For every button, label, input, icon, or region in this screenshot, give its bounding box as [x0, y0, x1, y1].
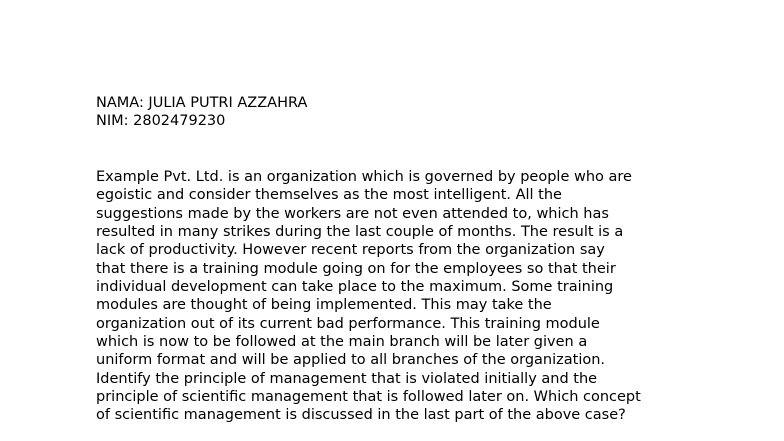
case-line: egoistic and consider themselves as the most intelligent. All the	[96, 187, 562, 204]
case-line: which is now to be followed at the main branch will be later given a	[96, 334, 588, 351]
case-paragraph	[96, 168, 641, 425]
case-line: that there is a training module going on for the employees so that their	[96, 260, 616, 277]
student-name: NAMA: JULIA PUTRI AZZAHRA	[96, 95, 308, 111]
case-line: resulted in many strikes during the last couple of months. The result is a	[96, 224, 624, 241]
student-info	[96, 94, 307, 130]
case-line: modules are thought of being implemented. This may take the	[96, 297, 552, 314]
case-line: of scientific management is discussed in the last part of the above case?	[96, 407, 626, 424]
case-line: uniform format and will be applied to all branches of the organization.	[96, 352, 606, 369]
student-nim: NIM: 2802479230	[96, 113, 226, 129]
case-line: lack of productivity. However recent reports from the organization say	[96, 242, 605, 259]
case-line: individual development can take place to the maximum. Some training	[96, 279, 614, 296]
case-line: organization out of its current bad performance. This training module	[96, 315, 600, 332]
case-line: Example Pvt. Ltd. is an organization which is governed by people who are	[96, 169, 632, 185]
case-line: Identify the principle of management that is violated initially and the	[96, 370, 598, 387]
case-line: suggestions made by the workers are not even attended to, which has	[96, 205, 609, 222]
case-line: principle of scientific management that is followed later on. Which concept	[96, 389, 641, 406]
